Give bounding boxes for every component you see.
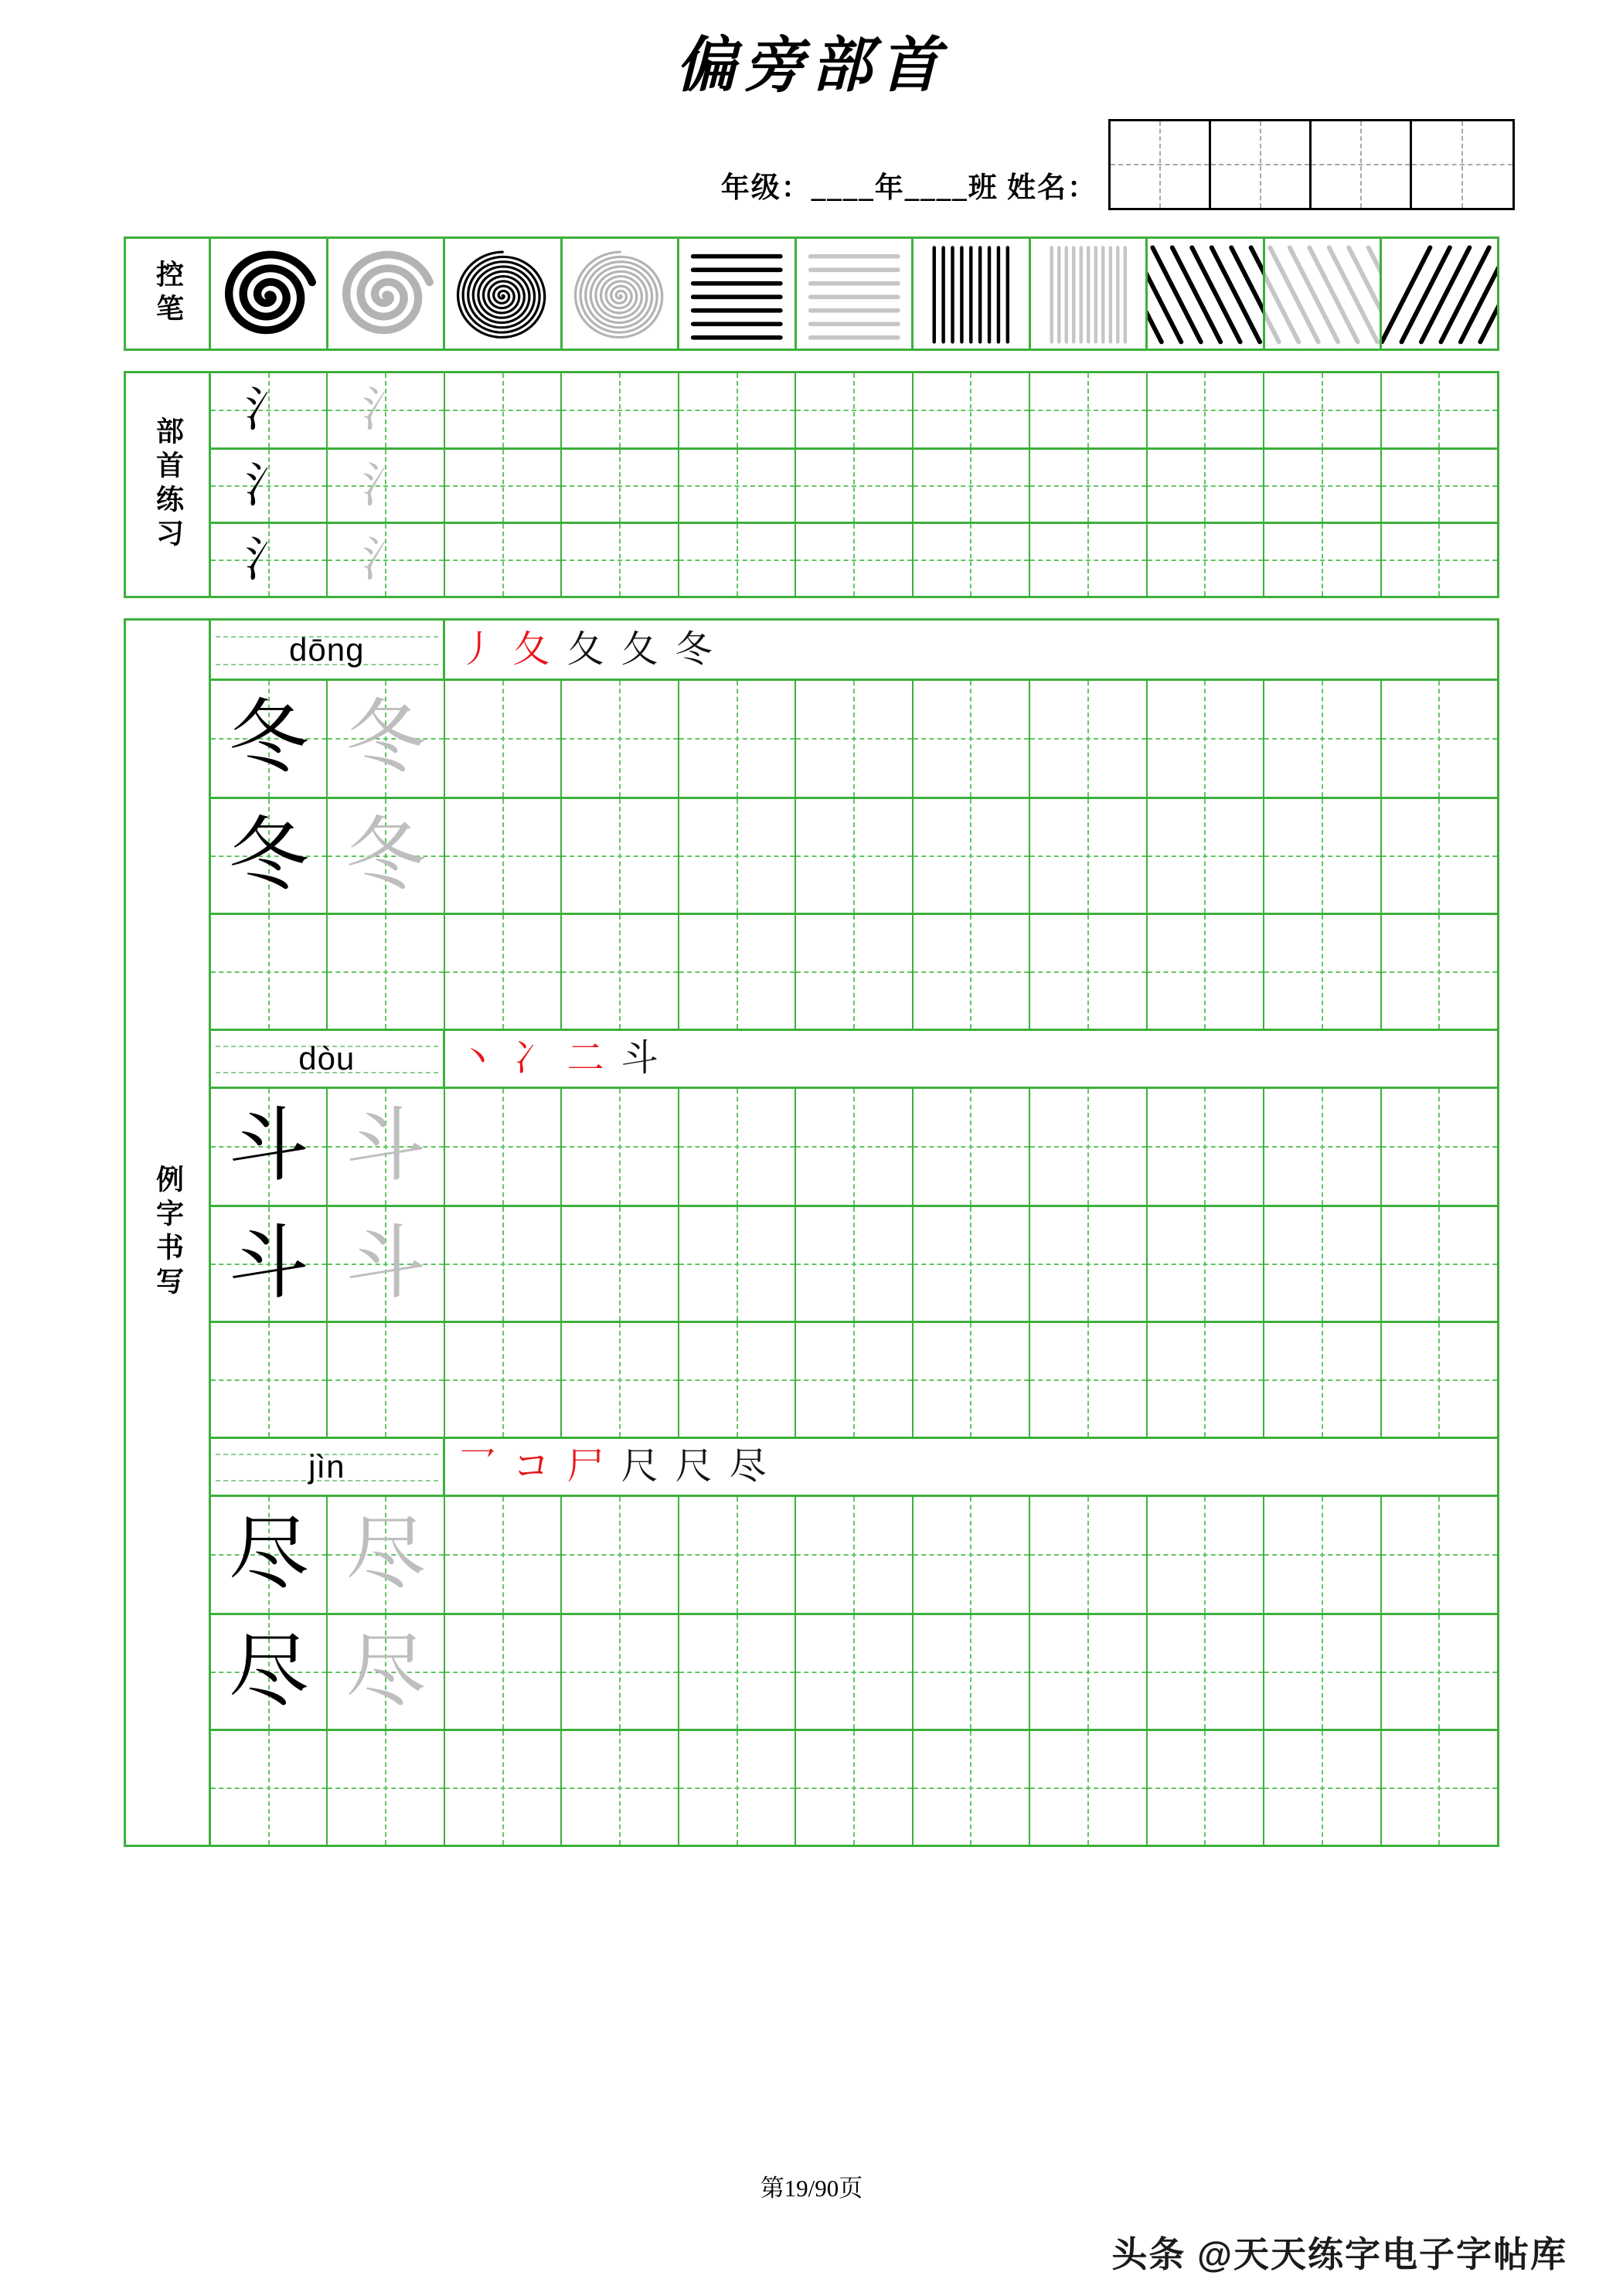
name-entry-cell[interactable]	[1111, 121, 1211, 208]
name-entry-cell[interactable]	[1412, 121, 1512, 208]
practice-cell[interactable]	[1264, 1615, 1381, 1729]
practice-cell[interactable]	[914, 915, 1030, 1029]
practice-cell[interactable]	[1382, 373, 1497, 447]
watermark: 头条 @天天练字电子字帖库	[1111, 2234, 1567, 2274]
practice-cell[interactable]	[679, 1497, 796, 1613]
pen-control-pattern-row	[211, 239, 1497, 349]
backslash-lines-dark-icon[interactable]	[1148, 239, 1265, 349]
model-character: 尽	[228, 1510, 309, 1599]
practice-cell[interactable]	[562, 915, 679, 1029]
practice-cell[interactable]	[328, 524, 444, 596]
practice-cell[interactable]	[914, 799, 1030, 913]
practice-cell[interactable]	[914, 1731, 1030, 1845]
trace-character: 斗	[345, 1102, 427, 1191]
practice-cell[interactable]	[1030, 450, 1147, 522]
practice-cell[interactable]	[796, 1497, 913, 1613]
trace-character: 氵	[362, 459, 410, 512]
practice-cell[interactable]	[211, 799, 328, 913]
pinyin-cell	[211, 621, 445, 679]
practice-cell[interactable]	[1382, 799, 1497, 913]
stroke-order-step: コ	[512, 1446, 550, 1487]
stroke-order-step: 丿	[458, 628, 496, 670]
practice-cell[interactable]	[914, 681, 1030, 797]
practice-cell[interactable]	[1030, 799, 1147, 913]
practice-cell[interactable]	[562, 1089, 679, 1205]
character-practice-row	[211, 1497, 1497, 1613]
character-practice-row	[211, 1613, 1497, 1729]
practice-cell[interactable]	[679, 524, 796, 596]
practice-cell[interactable]	[1382, 1089, 1497, 1205]
practice-cell[interactable]	[328, 1731, 444, 1845]
practice-cell[interactable]	[679, 373, 796, 447]
practice-cell[interactable]	[328, 1497, 444, 1613]
pinyin-text: jìn	[308, 1448, 345, 1485]
worksheet-body	[124, 236, 1499, 1847]
practice-cell[interactable]	[679, 450, 796, 522]
name-entry-cell[interactable]	[1312, 121, 1412, 208]
practice-cell[interactable]	[1030, 1497, 1147, 1613]
practice-cell[interactable]	[211, 1615, 328, 1729]
model-character: 氵	[244, 459, 293, 512]
practice-cell[interactable]	[445, 1323, 562, 1437]
stroke-order-step: 尺	[621, 1446, 658, 1487]
practice-cell[interactable]	[1264, 450, 1381, 522]
trace-character: 斗	[345, 1219, 427, 1308]
practice-cell[interactable]	[1264, 915, 1381, 1029]
pen-control-label: 控笔	[152, 260, 184, 328]
practice-cell[interactable]	[328, 450, 444, 522]
page-number: 第19/90页	[760, 2175, 863, 2202]
practice-cell[interactable]	[1382, 524, 1497, 596]
practice-cell[interactable]	[445, 1089, 562, 1205]
practice-cell[interactable]	[445, 681, 562, 797]
practice-cell[interactable]	[796, 1731, 913, 1845]
practice-cell[interactable]	[679, 1323, 796, 1437]
practice-cell[interactable]	[679, 1207, 796, 1321]
stroke-order-step: 夂	[567, 628, 604, 670]
practice-cell[interactable]	[562, 524, 679, 596]
practice-cell[interactable]	[562, 1615, 679, 1729]
practice-cell[interactable]	[1030, 915, 1147, 1029]
spiral-dark-icon[interactable]	[211, 239, 328, 349]
practice-cell[interactable]	[1382, 681, 1497, 797]
practice-cell[interactable]	[211, 681, 328, 797]
practice-cell[interactable]	[1382, 1207, 1497, 1321]
practice-cell[interactable]	[211, 1207, 328, 1321]
practice-cell[interactable]	[796, 799, 913, 913]
practice-cell[interactable]	[679, 681, 796, 797]
stroke-order-cell	[445, 1031, 1497, 1087]
practice-cell[interactable]	[1382, 915, 1497, 1029]
practice-cell[interactable]	[328, 373, 444, 447]
practice-cell[interactable]	[445, 915, 562, 1029]
trace-character: 氵	[362, 384, 410, 437]
practice-cell[interactable]	[211, 1497, 328, 1613]
stroke-order-step: 丶	[458, 1038, 496, 1079]
practice-cell[interactable]	[1382, 1731, 1497, 1845]
practice-cell[interactable]	[445, 524, 562, 596]
practice-cell[interactable]	[1148, 524, 1264, 596]
character-practice-row	[211, 1729, 1497, 1845]
practice-cell[interactable]	[1382, 450, 1497, 522]
practice-cell[interactable]	[1148, 915, 1264, 1029]
practice-cell[interactable]	[211, 1089, 328, 1205]
example-writing-entries	[211, 621, 1497, 1845]
practice-cell[interactable]	[796, 1615, 913, 1729]
stroke-order-step: 夂	[621, 628, 658, 670]
name-entry-cell[interactable]	[1211, 121, 1312, 208]
trace-character: 尽	[345, 1627, 427, 1716]
practice-cell[interactable]	[1148, 450, 1264, 522]
character-practice-row	[211, 797, 1497, 913]
practice-cell[interactable]	[328, 799, 444, 913]
practice-cell[interactable]	[914, 1089, 1030, 1205]
practice-cell[interactable]	[1264, 524, 1381, 596]
practice-cell[interactable]	[1030, 1323, 1147, 1437]
practice-cell[interactable]	[796, 373, 913, 447]
name-entry-grid[interactable]	[1108, 119, 1515, 210]
dense-spiral-light-icon[interactable]	[563, 239, 680, 349]
practice-cell[interactable]	[914, 373, 1030, 447]
stroke-order-step: 乛	[458, 1446, 496, 1487]
model-character: 斗	[228, 1102, 309, 1191]
practice-cell[interactable]	[1264, 681, 1381, 797]
practice-cell[interactable]	[445, 1207, 562, 1321]
practice-cell[interactable]	[1030, 524, 1147, 596]
stroke-order-cell	[445, 621, 1497, 679]
vertical-lines-light-icon[interactable]	[1031, 239, 1148, 349]
practice-cell[interactable]	[914, 1323, 1030, 1437]
radical-practice-label: 部首练习	[152, 417, 184, 553]
practice-cell[interactable]	[1030, 373, 1147, 447]
practice-cell[interactable]	[796, 1089, 913, 1205]
trace-character: 冬	[345, 694, 427, 783]
practice-cell[interactable]	[1264, 1089, 1381, 1205]
student-info-row	[0, 117, 1623, 210]
practice-cell[interactable]	[1264, 1323, 1381, 1437]
model-character: 尽	[228, 1627, 309, 1716]
practice-cell[interactable]	[562, 1731, 679, 1845]
practice-cell[interactable]	[796, 1207, 913, 1321]
practice-cell[interactable]	[796, 450, 913, 522]
practice-cell[interactable]	[562, 373, 679, 447]
practice-cell[interactable]	[1148, 681, 1264, 797]
practice-cell[interactable]	[562, 1497, 679, 1613]
practice-cell[interactable]	[679, 1731, 796, 1845]
practice-cell[interactable]	[1148, 1323, 1264, 1437]
pinyin-cell	[211, 1031, 445, 1087]
dense-spiral-dark-icon[interactable]	[445, 239, 563, 349]
practice-cell[interactable]	[914, 1207, 1030, 1321]
practice-cell[interactable]	[328, 1323, 444, 1437]
page-title: 偏旁部首	[675, 32, 948, 99]
pinyin-text: dōng	[289, 631, 365, 668]
backslash-lines-light-icon[interactable]	[1265, 239, 1383, 349]
practice-cell[interactable]	[914, 524, 1030, 596]
practice-cell[interactable]	[1148, 373, 1264, 447]
practice-cell[interactable]	[562, 450, 679, 522]
practice-cell[interactable]	[328, 1207, 444, 1321]
practice-cell[interactable]	[679, 915, 796, 1029]
model-character: 冬	[228, 811, 309, 900]
practice-cell[interactable]	[1382, 1497, 1497, 1613]
pen-control-section	[124, 236, 1499, 351]
pinyin-stroke-row	[211, 1437, 1497, 1497]
practice-cell[interactable]	[1030, 1207, 1147, 1321]
radical-practice-body	[211, 373, 1497, 596]
practice-cell[interactable]	[445, 373, 562, 447]
practice-cell[interactable]	[1382, 1615, 1497, 1729]
stroke-order-step: 冬	[675, 628, 713, 670]
practice-cell[interactable]	[914, 1497, 1030, 1613]
example-writing-body	[211, 621, 1497, 1845]
trace-character: 冬	[345, 811, 427, 900]
radical-practice-row	[211, 447, 1497, 522]
stroke-order-step: 夂	[512, 628, 550, 670]
example-writing-label-cell	[126, 621, 211, 1845]
horizontal-lines-light-icon[interactable]	[797, 239, 914, 349]
practice-cell[interactable]	[1148, 1089, 1264, 1205]
practice-cell[interactable]	[914, 450, 1030, 522]
model-character: 斗	[228, 1219, 309, 1308]
practice-cell[interactable]	[1148, 799, 1264, 913]
character-practice-row	[211, 913, 1497, 1029]
radical-practice-grid[interactable]	[211, 373, 1497, 596]
practice-cell[interactable]	[1030, 681, 1147, 797]
practice-cell[interactable]	[445, 799, 562, 913]
practice-cell[interactable]	[679, 1089, 796, 1205]
practice-cell[interactable]	[796, 681, 913, 797]
practice-cell[interactable]	[1148, 1731, 1264, 1845]
practice-cell[interactable]	[562, 1207, 679, 1321]
stroke-order-step: 尽	[729, 1446, 767, 1487]
character-practice-row	[211, 1321, 1497, 1437]
pinyin-stroke-row	[211, 1029, 1497, 1089]
practice-cell[interactable]	[679, 1615, 796, 1729]
practice-cell[interactable]	[1148, 1497, 1264, 1613]
practice-cell[interactable]	[796, 524, 913, 596]
practice-cell[interactable]	[1030, 1089, 1147, 1205]
stroke-order-step: 二	[567, 1038, 604, 1079]
practice-cell[interactable]	[1264, 1207, 1381, 1321]
stroke-order-cell	[445, 1439, 1497, 1495]
pinyin-text: dòu	[298, 1040, 356, 1077]
practice-cell[interactable]	[796, 915, 913, 1029]
practice-cell[interactable]	[679, 799, 796, 913]
character-practice-row	[211, 1205, 1497, 1321]
practice-cell[interactable]	[796, 1323, 913, 1437]
practice-cell[interactable]	[1030, 1615, 1147, 1729]
practice-cell[interactable]	[211, 1731, 328, 1845]
spiral-light-icon[interactable]	[328, 239, 446, 349]
practice-cell[interactable]	[445, 450, 562, 522]
practice-cell[interactable]	[1030, 1731, 1147, 1845]
practice-cell[interactable]	[1382, 1323, 1497, 1437]
practice-cell[interactable]	[1264, 799, 1381, 913]
pinyin-stroke-row	[211, 621, 1497, 681]
model-character: 冬	[228, 694, 309, 783]
example-writing-section	[124, 618, 1499, 1847]
practice-cell[interactable]	[1264, 373, 1381, 447]
practice-cell[interactable]	[1264, 1497, 1381, 1613]
practice-cell[interactable]	[445, 1731, 562, 1845]
practice-cell[interactable]	[328, 681, 444, 797]
example-writing-label: 例字书写	[152, 1165, 184, 1301]
practice-cell[interactable]	[328, 1615, 444, 1729]
practice-cell[interactable]	[562, 1323, 679, 1437]
character-practice-row	[211, 1089, 1497, 1205]
trace-character: 尽	[345, 1510, 427, 1599]
radical-practice-section	[124, 371, 1499, 598]
practice-cell[interactable]	[211, 373, 328, 447]
stroke-order-step: 冫	[512, 1038, 550, 1079]
practice-cell[interactable]	[1264, 1731, 1381, 1845]
practice-cell[interactable]	[211, 524, 328, 596]
practice-cell[interactable]	[562, 799, 679, 913]
forwardslash-lines-dark-icon[interactable]	[1382, 239, 1497, 349]
stroke-order-step: 尺	[675, 1446, 713, 1487]
practice-cell[interactable]	[211, 915, 328, 1029]
stroke-order-step: 尸	[567, 1446, 604, 1487]
trace-character: 氵	[362, 533, 410, 587]
practice-cell[interactable]	[914, 1615, 1030, 1729]
model-character: 氵	[244, 533, 293, 587]
model-character: 氵	[244, 384, 293, 437]
practice-cell[interactable]	[211, 450, 328, 522]
horizontal-lines-dark-icon[interactable]	[679, 239, 797, 349]
radical-practice-row	[211, 522, 1497, 596]
pinyin-cell	[211, 1439, 445, 1495]
practice-cell[interactable]	[445, 1615, 562, 1729]
radical-practice-row	[211, 373, 1497, 447]
practice-cell[interactable]	[562, 681, 679, 797]
pen-control-body	[211, 239, 1497, 349]
pen-control-label-cell	[126, 239, 211, 349]
practice-cell[interactable]	[1148, 1615, 1264, 1729]
practice-cell[interactable]	[211, 1323, 328, 1437]
practice-cell[interactable]	[1148, 1207, 1264, 1321]
practice-cell[interactable]	[445, 1497, 562, 1613]
vertical-lines-dark-icon[interactable]	[914, 239, 1031, 349]
student-info-line: 年级：____年____班 姓名：	[720, 172, 1097, 204]
radical-practice-label-cell	[126, 373, 211, 596]
practice-cell[interactable]	[328, 915, 444, 1029]
stroke-order-step: 斗	[621, 1038, 658, 1079]
character-practice-row	[211, 681, 1497, 797]
practice-cell[interactable]	[328, 1089, 444, 1205]
